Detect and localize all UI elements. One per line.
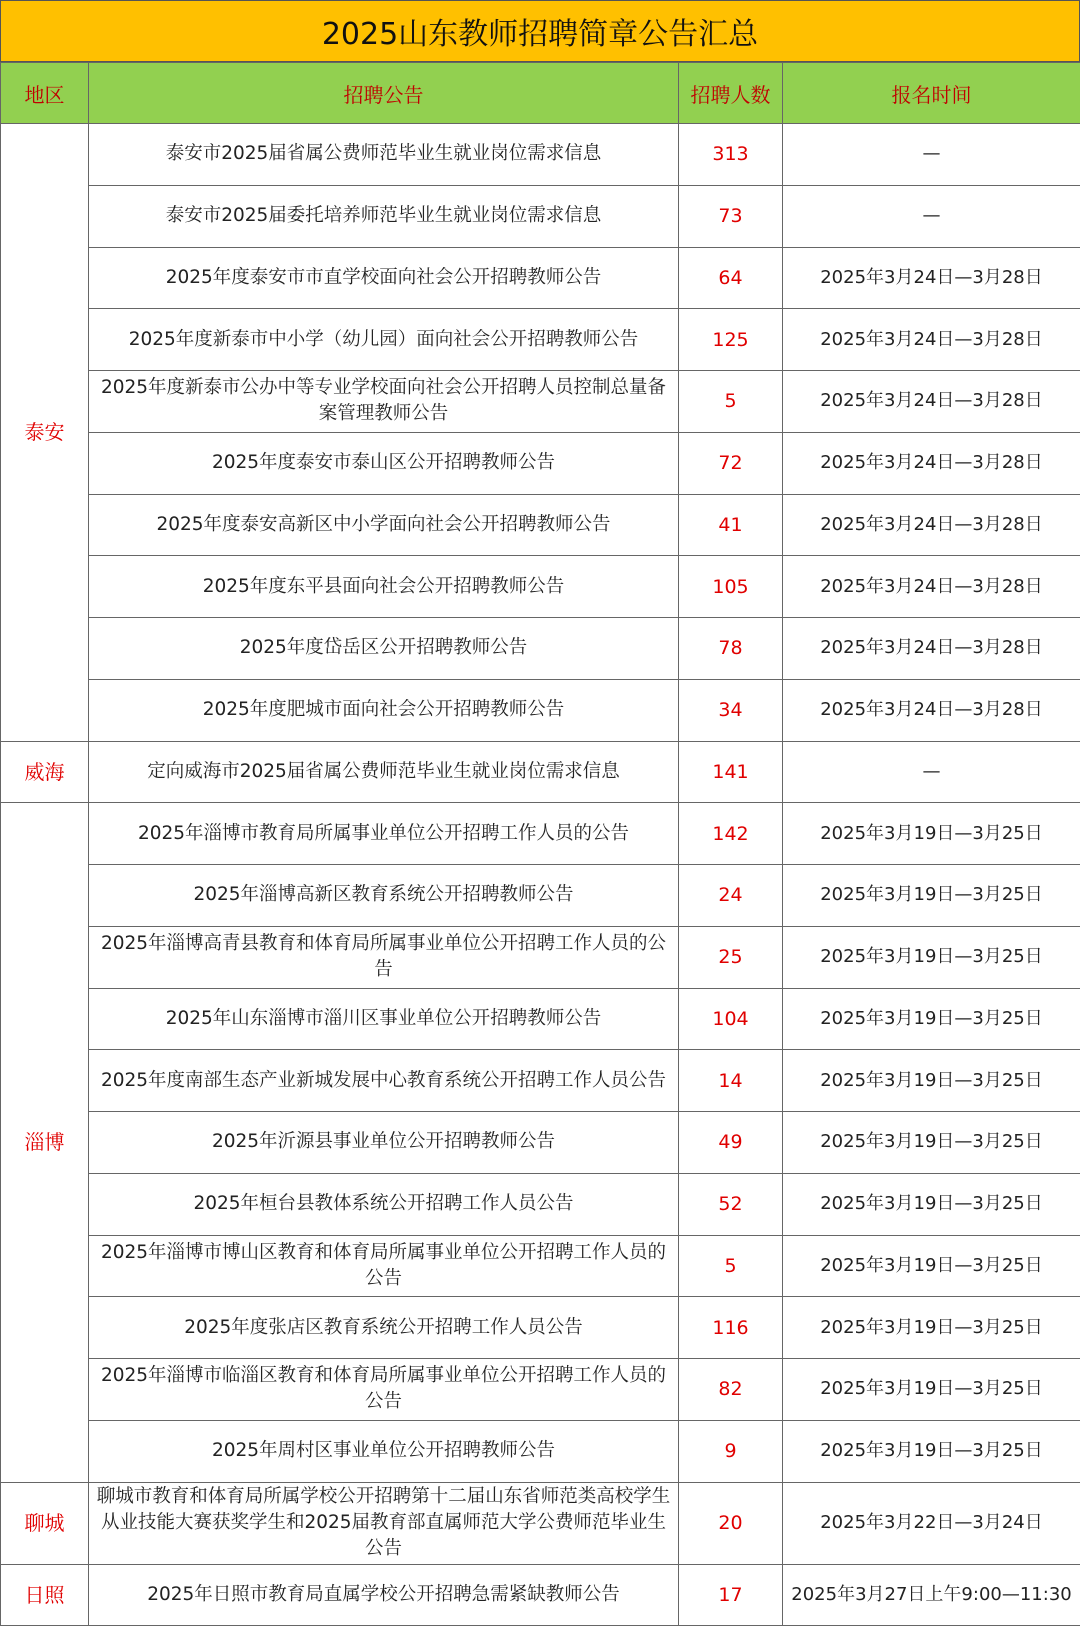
notice-cell: 2025年度南部生态产业新城发展中心教育系统公开招聘工作人员公告 <box>89 1050 679 1112</box>
table-row <box>1 1112 1080 1174</box>
region-cell: 威海 <box>1 741 89 803</box>
count-cell: 142 <box>679 803 783 865</box>
notice-cell: 2025年度新泰市中小学（幼儿园）面向社会公开招聘教师公告 <box>89 309 679 371</box>
count-cell: 78 <box>679 618 783 680</box>
time-cell: 2025年3月19日—3月25日 <box>783 1050 1080 1112</box>
table-row <box>1 1420 1080 1482</box>
table-row <box>1 247 1080 309</box>
count-cell: 64 <box>679 247 783 309</box>
table-header-row <box>1 63 1080 124</box>
table-row <box>1 124 1080 186</box>
table-row <box>1 185 1080 247</box>
notice-cell: 2025年度张店区教育系统公开招聘工作人员公告 <box>89 1297 679 1359</box>
notice-cell: 2025年度泰安市市直学校面向社会公开招聘教师公告 <box>89 247 679 309</box>
time-cell: — <box>783 185 1080 247</box>
notice-cell: 2025年淄博市教育局所属事业单位公开招聘工作人员的公告 <box>89 803 679 865</box>
notice-cell: 2025年度新泰市公办中等专业学校面向社会公开招聘人员控制总量备案管理教师公告 <box>89 371 679 433</box>
time-cell: 2025年3月24日—3月28日 <box>783 371 1080 433</box>
table-row <box>1 494 1080 556</box>
table-row <box>1 741 1080 803</box>
count-cell: 313 <box>679 124 783 186</box>
table-row <box>1 556 1080 618</box>
table-row <box>1 618 1080 680</box>
table-row <box>1 1482 1080 1564</box>
header-region: 地区 <box>1 63 89 124</box>
time-cell: 2025年3月24日—3月28日 <box>783 309 1080 371</box>
table-row <box>1 679 1080 741</box>
time-cell: — <box>783 741 1080 803</box>
count-cell: 20 <box>679 1482 783 1564</box>
table-row <box>1 1235 1080 1297</box>
notice-cell: 2025年沂源县事业单位公开招聘教师公告 <box>89 1112 679 1174</box>
table-row <box>1 926 1080 988</box>
count-cell: 9 <box>679 1420 783 1482</box>
count-cell: 24 <box>679 865 783 927</box>
notice-cell: 2025年度岱岳区公开招聘教师公告 <box>89 618 679 680</box>
table-row <box>1 371 1080 433</box>
time-cell: 2025年3月19日—3月25日 <box>783 1235 1080 1297</box>
time-cell: 2025年3月19日—3月25日 <box>783 803 1080 865</box>
count-cell: 105 <box>679 556 783 618</box>
recruitment-table <box>0 62 1080 1626</box>
notice-cell: 2025年淄博高青县教育和体育局所属事业单位公开招聘工作人员的公告 <box>89 926 679 988</box>
notice-cell: 2025年度东平县面向社会公开招聘教师公告 <box>89 556 679 618</box>
notice-cell: 2025年日照市教育局直属学校公开招聘急需紧缺教师公告 <box>89 1564 679 1626</box>
count-cell: 34 <box>679 679 783 741</box>
time-cell: 2025年3月27日上午9:00—11:30 <box>783 1564 1080 1626</box>
time-cell: — <box>783 124 1080 186</box>
region-cell: 聊城 <box>1 1482 89 1564</box>
time-cell: 2025年3月19日—3月25日 <box>783 1112 1080 1174</box>
time-cell: 2025年3月24日—3月28日 <box>783 432 1080 494</box>
notice-cell: 2025年淄博高新区教育系统公开招聘教师公告 <box>89 865 679 927</box>
table-row <box>1 1564 1080 1626</box>
notice-cell: 2025年度泰安市泰山区公开招聘教师公告 <box>89 432 679 494</box>
header-notice: 招聘公告 <box>89 63 679 124</box>
notice-cell: 2025年度肥城市面向社会公开招聘教师公告 <box>89 679 679 741</box>
table-row <box>1 1173 1080 1235</box>
header-count: 招聘人数 <box>679 63 783 124</box>
count-cell: 14 <box>679 1050 783 1112</box>
count-cell: 5 <box>679 371 783 433</box>
header-time: 报名时间 <box>783 63 1080 124</box>
count-cell: 25 <box>679 926 783 988</box>
count-cell: 116 <box>679 1297 783 1359</box>
table-row <box>1 432 1080 494</box>
count-cell: 52 <box>679 1173 783 1235</box>
page-title: 2025山东教师招聘简章公告汇总 <box>0 0 1080 62</box>
time-cell: 2025年3月24日—3月28日 <box>783 618 1080 680</box>
time-cell: 2025年3月19日—3月25日 <box>783 1297 1080 1359</box>
notice-cell: 2025年淄博市临淄区教育和体育局所属事业单位公开招聘工作人员的公告 <box>89 1359 679 1421</box>
count-cell: 17 <box>679 1564 783 1626</box>
table-row <box>1 1050 1080 1112</box>
time-cell: 2025年3月19日—3月25日 <box>783 1420 1080 1482</box>
region-cell: 泰安 <box>1 124 89 742</box>
notice-cell: 聊城市教育和体育局所属学校公开招聘第十二届山东省师范类高校学生从业技能大赛获奖学生和2025届教育部直属师范大学公费师范毕业生公告 <box>89 1482 679 1564</box>
time-cell: 2025年3月19日—3月25日 <box>783 1359 1080 1421</box>
table-row <box>1 309 1080 371</box>
count-cell: 82 <box>679 1359 783 1421</box>
count-cell: 5 <box>679 1235 783 1297</box>
time-cell: 2025年3月24日—3月28日 <box>783 247 1080 309</box>
table-body <box>1 124 1080 1626</box>
count-cell: 72 <box>679 432 783 494</box>
notice-cell: 泰安市2025届委托培养师范毕业生就业岗位需求信息 <box>89 185 679 247</box>
notice-cell: 泰安市2025届省属公费师范毕业生就业岗位需求信息 <box>89 124 679 186</box>
time-cell: 2025年3月19日—3月25日 <box>783 926 1080 988</box>
region-cell: 日照 <box>1 1564 89 1626</box>
count-cell: 49 <box>679 1112 783 1174</box>
table-row <box>1 803 1080 865</box>
notice-cell: 定向威海市2025届省属公费师范毕业生就业岗位需求信息 <box>89 741 679 803</box>
time-cell: 2025年3月19日—3月25日 <box>783 1173 1080 1235</box>
notice-cell: 2025年淄博市博山区教育和体育局所属事业单位公开招聘工作人员的公告 <box>89 1235 679 1297</box>
count-cell: 41 <box>679 494 783 556</box>
notice-cell: 2025年桓台县教体系统公开招聘工作人员公告 <box>89 1173 679 1235</box>
time-cell: 2025年3月24日—3月28日 <box>783 494 1080 556</box>
time-cell: 2025年3月24日—3月28日 <box>783 679 1080 741</box>
time-cell: 2025年3月19日—3月25日 <box>783 865 1080 927</box>
region-cell: 淄博 <box>1 803 89 1482</box>
table-row <box>1 1297 1080 1359</box>
count-cell: 141 <box>679 741 783 803</box>
table-row <box>1 865 1080 927</box>
table-row <box>1 988 1080 1050</box>
count-cell: 125 <box>679 309 783 371</box>
notice-cell: 2025年周村区事业单位公开招聘教师公告 <box>89 1420 679 1482</box>
time-cell: 2025年3月19日—3月25日 <box>783 988 1080 1050</box>
time-cell: 2025年3月22日—3月24日 <box>783 1482 1080 1564</box>
notice-cell: 2025年度泰安高新区中小学面向社会公开招聘教师公告 <box>89 494 679 556</box>
notice-cell: 2025年山东淄博市淄川区事业单位公开招聘教师公告 <box>89 988 679 1050</box>
count-cell: 73 <box>679 185 783 247</box>
time-cell: 2025年3月24日—3月28日 <box>783 556 1080 618</box>
count-cell: 104 <box>679 988 783 1050</box>
table-row <box>1 1359 1080 1421</box>
